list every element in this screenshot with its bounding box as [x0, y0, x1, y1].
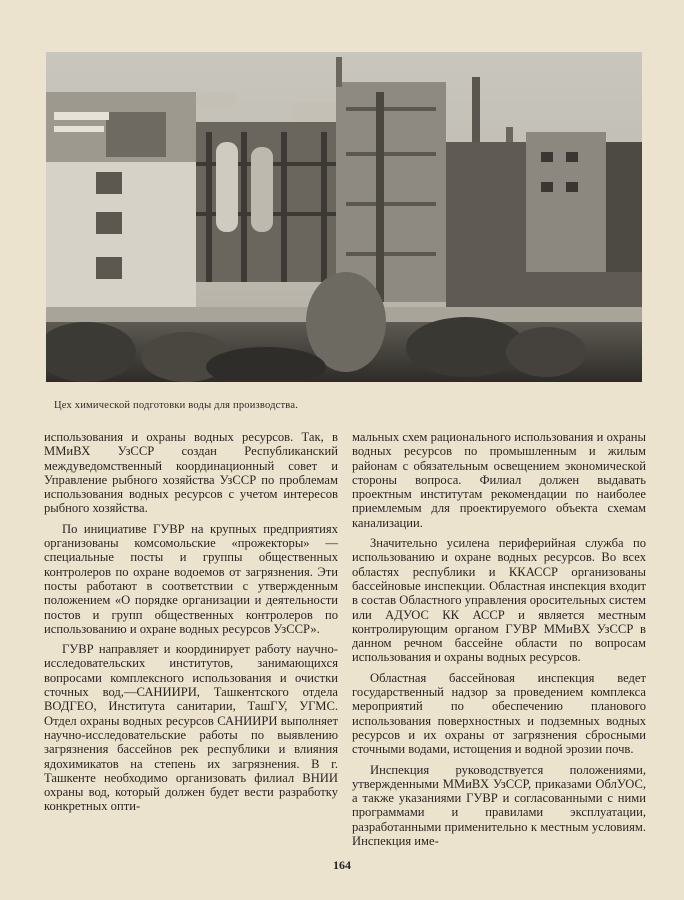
right-paragraph-4: Инспекция руководствуется положениями, утвержденными ММиВХ УзССР, приказами ОблУОС, а также указаниями ГУВР и согласованными с ними программами и правилами эксплуатации, разработанными применительно к местным условиям. Инспекция име-: [352, 762, 646, 849]
factory-photo-image: [46, 52, 642, 382]
page-number: 164: [333, 858, 351, 872]
right-column: [352, 430, 646, 848]
right-paragraph-1: мальных схем рационального использования и охраны водных ресурсов по промышленным и жилым районам с обязательным освещением экономической стороны вопроса. Филиал должен выдавать проектным институтам рекомендации по наиболее приемлемым для проектируемого объекта схемам канализации.: [352, 430, 646, 530]
left-column: [44, 430, 338, 814]
figure-caption: Цех химической подготовки воды для производства.: [54, 400, 299, 411]
left-paragraph-2: По инициативе ГУВР на крупных предприятиях организованы комсомольские «прожекторы» — специальные посты и группы общественных контролеров по охране водоемов от загрязнения. Эти посты работают в соответствии с утвержденным положением «О порядке организации и деятельности постов и групп общественных контролеров по использованию и охране водных ресурсов УзССР».: [44, 521, 338, 636]
right-paragraph-2: Значительно усилена периферийная служба по использованию и охране водных ресурсов. Во всех областях республики и ККАССР организованы бассейновые инспекции. Областная инспекция входит в состав Областного управления оросительных систем или АДУОС КК АССР и является местным контролирующим органом ГУВР ММиВХ УзССР в данном речном бассейне области по вопросам использования и охраны водных ресурсов.: [352, 536, 646, 665]
left-paragraph-3: ГУВР направляет и координирует работу научно-исследовательских институтов, занимающихся вопросами комплексного использования и очистки сточных вод,—САНИИРИ, Ташкентского отдела ВОДГЕО, Института санитарии, ТашГУ, УГМС. Отдел охраны водных ресурсов САНИИРИ выполняет научно-исследовательские работы по выявлению загрязнения бассейнов рек республики и влияния ядохимикатов на степень их загрязнения. В г. Ташкенте необходимо организовать филиал ВНИИ охраны вод, который должен будет вести разработку конкретных опти-: [44, 642, 338, 814]
factory-photo: [46, 52, 642, 382]
right-paragraph-3: Областная бассейновая инспекция ведет государственный надзор за проведением комплекса мероприятий по обеспечению планового использования поверхностных и подземных водных ресурсов и их охраны от загрязнения сбросными сточными водами, истощения и водной эрозии почв.: [352, 670, 646, 757]
left-paragraph-1: использования и охраны водных ресурсов. Так, в ММиВХ УзССР создан Республиканский междуведомственный координационный совет и Управление рыбного хозяйства УзССР по проблемам использования водных ресурсов с учетом интересов рыбного хозяйства.: [44, 430, 338, 516]
